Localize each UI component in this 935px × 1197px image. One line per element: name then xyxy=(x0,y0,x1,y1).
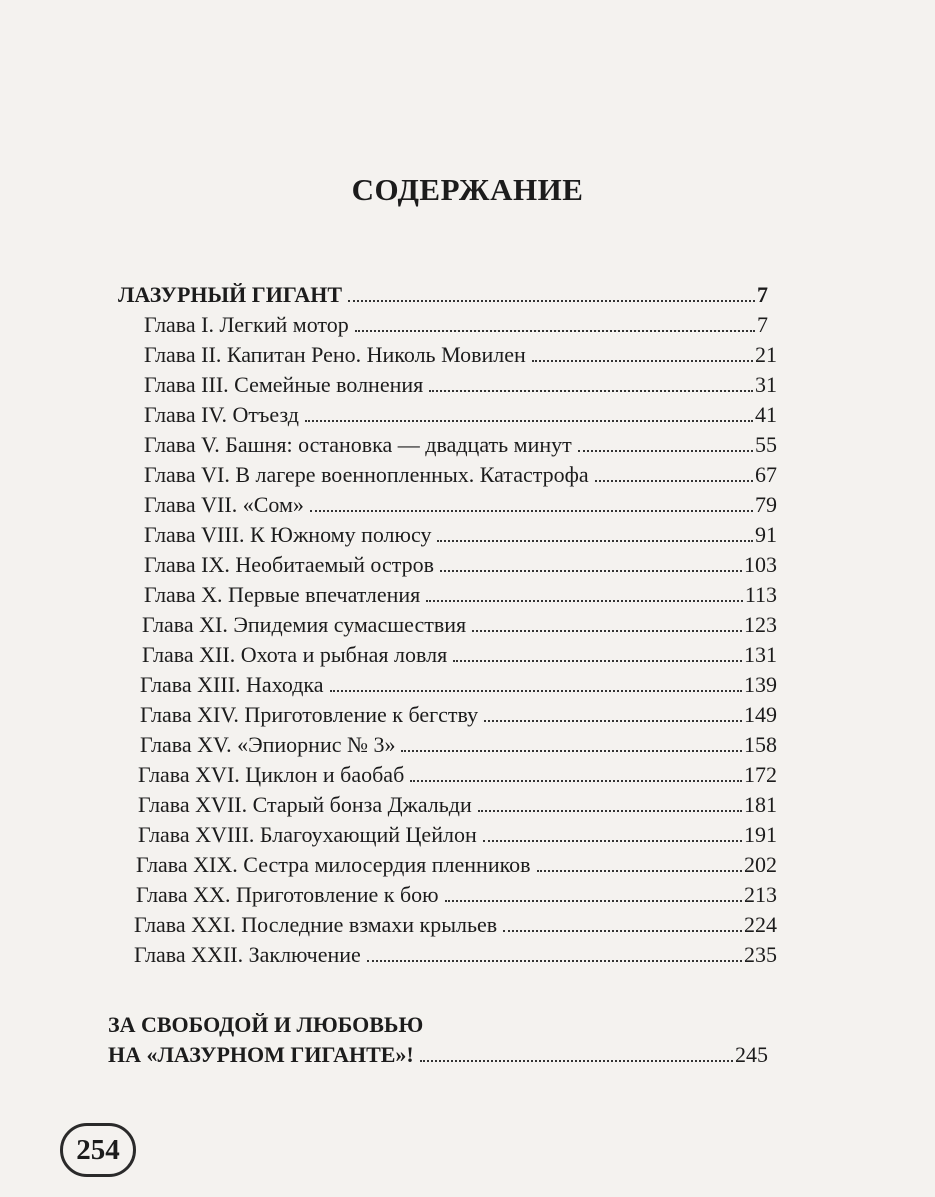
page-number-badge: 254 xyxy=(60,1123,136,1177)
chapter-page: 139 xyxy=(744,672,777,697)
toc-chapter[interactable] xyxy=(144,310,768,340)
chapter-page: 213 xyxy=(744,882,777,907)
dot-leader xyxy=(426,600,743,602)
toc-chapter[interactable] xyxy=(142,610,777,640)
toc-chapter[interactable] xyxy=(144,460,777,490)
toc-chapter[interactable] xyxy=(144,340,777,370)
chapter-title: Глава XXII. Заключение xyxy=(134,942,361,967)
toc-chapter[interactable] xyxy=(144,520,777,550)
toc-chapter[interactable] xyxy=(140,730,777,760)
chapter-title: Глава IX. Необитаемый остров xyxy=(144,552,434,577)
toc-chapter[interactable] xyxy=(144,370,777,400)
chapter-page: 7 xyxy=(757,312,768,337)
toc-chapter[interactable] xyxy=(138,790,777,820)
toc-chapter[interactable] xyxy=(134,940,777,970)
chapter-page: 235 xyxy=(744,942,777,967)
dot-leader xyxy=(429,390,753,392)
chapter-title: Глава XIV. Приготовление к бегству xyxy=(140,702,479,727)
chapter-page: 191 xyxy=(744,822,777,847)
dot-leader xyxy=(440,570,742,572)
chapter-title: Глава XXI. Последние взмахи крыльев xyxy=(134,912,498,937)
chapter-title: Глава XVII. Старый бонза Джальди xyxy=(138,792,472,817)
toc-part-lazurny-gigant[interactable] xyxy=(118,280,768,310)
chapter-title: Глава XVIII. Благоухающий Цейлон xyxy=(138,822,477,847)
toc-chapter[interactable] xyxy=(144,550,777,580)
chapter-title: Глава III. Семейные волнения xyxy=(144,372,424,397)
dot-leader xyxy=(472,630,742,632)
toc-chapter[interactable] xyxy=(134,910,777,940)
page-title: СОДЕРЖАНИЕ xyxy=(351,172,584,207)
toc-part-za-svobodoy[interactable] xyxy=(108,1040,768,1070)
dot-leader xyxy=(310,510,753,512)
chapter-page: 158 xyxy=(744,732,777,757)
chapter-page: 113 xyxy=(744,582,777,607)
dot-leader xyxy=(437,540,753,542)
toc-chapter[interactable] xyxy=(140,700,777,730)
chapter-page: 31 xyxy=(755,372,777,397)
chapter-page: 103 xyxy=(744,552,777,577)
toc-chapter[interactable] xyxy=(136,850,777,880)
dot-leader xyxy=(483,840,742,842)
toc-chapter[interactable] xyxy=(138,760,777,790)
part-title: ЛАЗУРНЫЙ ГИГАНТ xyxy=(118,282,343,307)
dot-leader xyxy=(532,360,753,362)
chapter-page: 123 xyxy=(744,612,777,637)
toc-chapter[interactable] xyxy=(144,400,777,430)
part-page: 7 xyxy=(757,282,768,307)
dot-leader xyxy=(330,690,742,692)
dot-leader xyxy=(401,750,742,752)
dot-leader xyxy=(305,420,753,422)
dot-leader xyxy=(355,330,755,332)
dot-leader xyxy=(595,480,753,482)
chapter-page: 172 xyxy=(744,762,777,787)
dot-leader xyxy=(453,660,742,662)
chapter-title: Глава XV. «Эпиорнис № 3» xyxy=(140,732,396,757)
dot-leader xyxy=(478,810,742,812)
toc-chapter[interactable] xyxy=(138,820,777,850)
chapter-page: 91 xyxy=(755,522,777,547)
toc-chapter[interactable] xyxy=(142,640,777,670)
chapter-title: Глава XII. Охота и рыбная ловля xyxy=(142,642,448,667)
toc-chapter[interactable] xyxy=(144,430,777,460)
dot-leader xyxy=(367,960,742,962)
dot-leader xyxy=(537,870,742,872)
chapter-page: 131 xyxy=(744,642,777,667)
dot-leader xyxy=(410,780,742,782)
toc-chapter[interactable] xyxy=(140,670,777,700)
dot-leader xyxy=(420,1060,733,1062)
chapter-title: Глава VI. В лагере военнопленных. Катастрофа xyxy=(144,462,589,487)
chapter-title: Глава IV. Отъезд xyxy=(144,402,299,427)
chapter-title: Глава V. Башня: остановка — двадцать минут xyxy=(144,432,572,457)
chapter-page: 79 xyxy=(755,492,777,517)
part-page: 245 xyxy=(735,1042,768,1067)
chapter-page: 21 xyxy=(755,342,777,367)
chapter-page: 224 xyxy=(744,912,777,937)
chapter-title: Глава XX. Приготовление к бою xyxy=(136,882,439,907)
chapter-page: 55 xyxy=(755,432,777,457)
part-title-line2: НА «ЛАЗУРНОМ ГИГАНТЕ»! xyxy=(108,1042,414,1067)
chapter-title: Глава XI. Эпидемия сумасшествия xyxy=(142,612,467,637)
chapter-title: Глава XVI. Циклон и баобаб xyxy=(138,762,405,787)
part-title-line1: ЗА СВОБОДОЙ И ЛЮБОВЬЮ xyxy=(108,1012,424,1037)
chapter-title: Глава XIX. Сестра милосердия пленников xyxy=(136,852,531,877)
chapter-title: Глава I. Легкий мотор xyxy=(144,312,349,337)
chapter-title: Глава VII. «Сом» xyxy=(144,492,304,517)
chapter-title: Глава VIII. К Южному полюсу xyxy=(144,522,432,547)
chapter-title: Глава X. Первые впечатления xyxy=(144,582,421,607)
dot-leader xyxy=(484,720,742,722)
chapter-page: 202 xyxy=(744,852,777,877)
chapter-page: 181 xyxy=(744,792,777,817)
chapter-title: Глава XIII. Находка xyxy=(140,672,324,697)
chapter-page: 149 xyxy=(744,702,777,727)
toc-chapter[interactable] xyxy=(144,490,777,520)
dot-leader xyxy=(445,900,742,902)
toc-chapter[interactable] xyxy=(144,580,777,610)
dot-leader xyxy=(578,450,753,452)
chapter-page: 67 xyxy=(755,462,777,487)
toc-chapter[interactable] xyxy=(136,880,777,910)
chapter-title: Глава II. Капитан Рено. Николь Мовилен xyxy=(144,342,526,367)
dot-leader xyxy=(348,300,755,302)
dot-leader xyxy=(503,930,742,932)
chapter-page: 41 xyxy=(755,402,777,427)
